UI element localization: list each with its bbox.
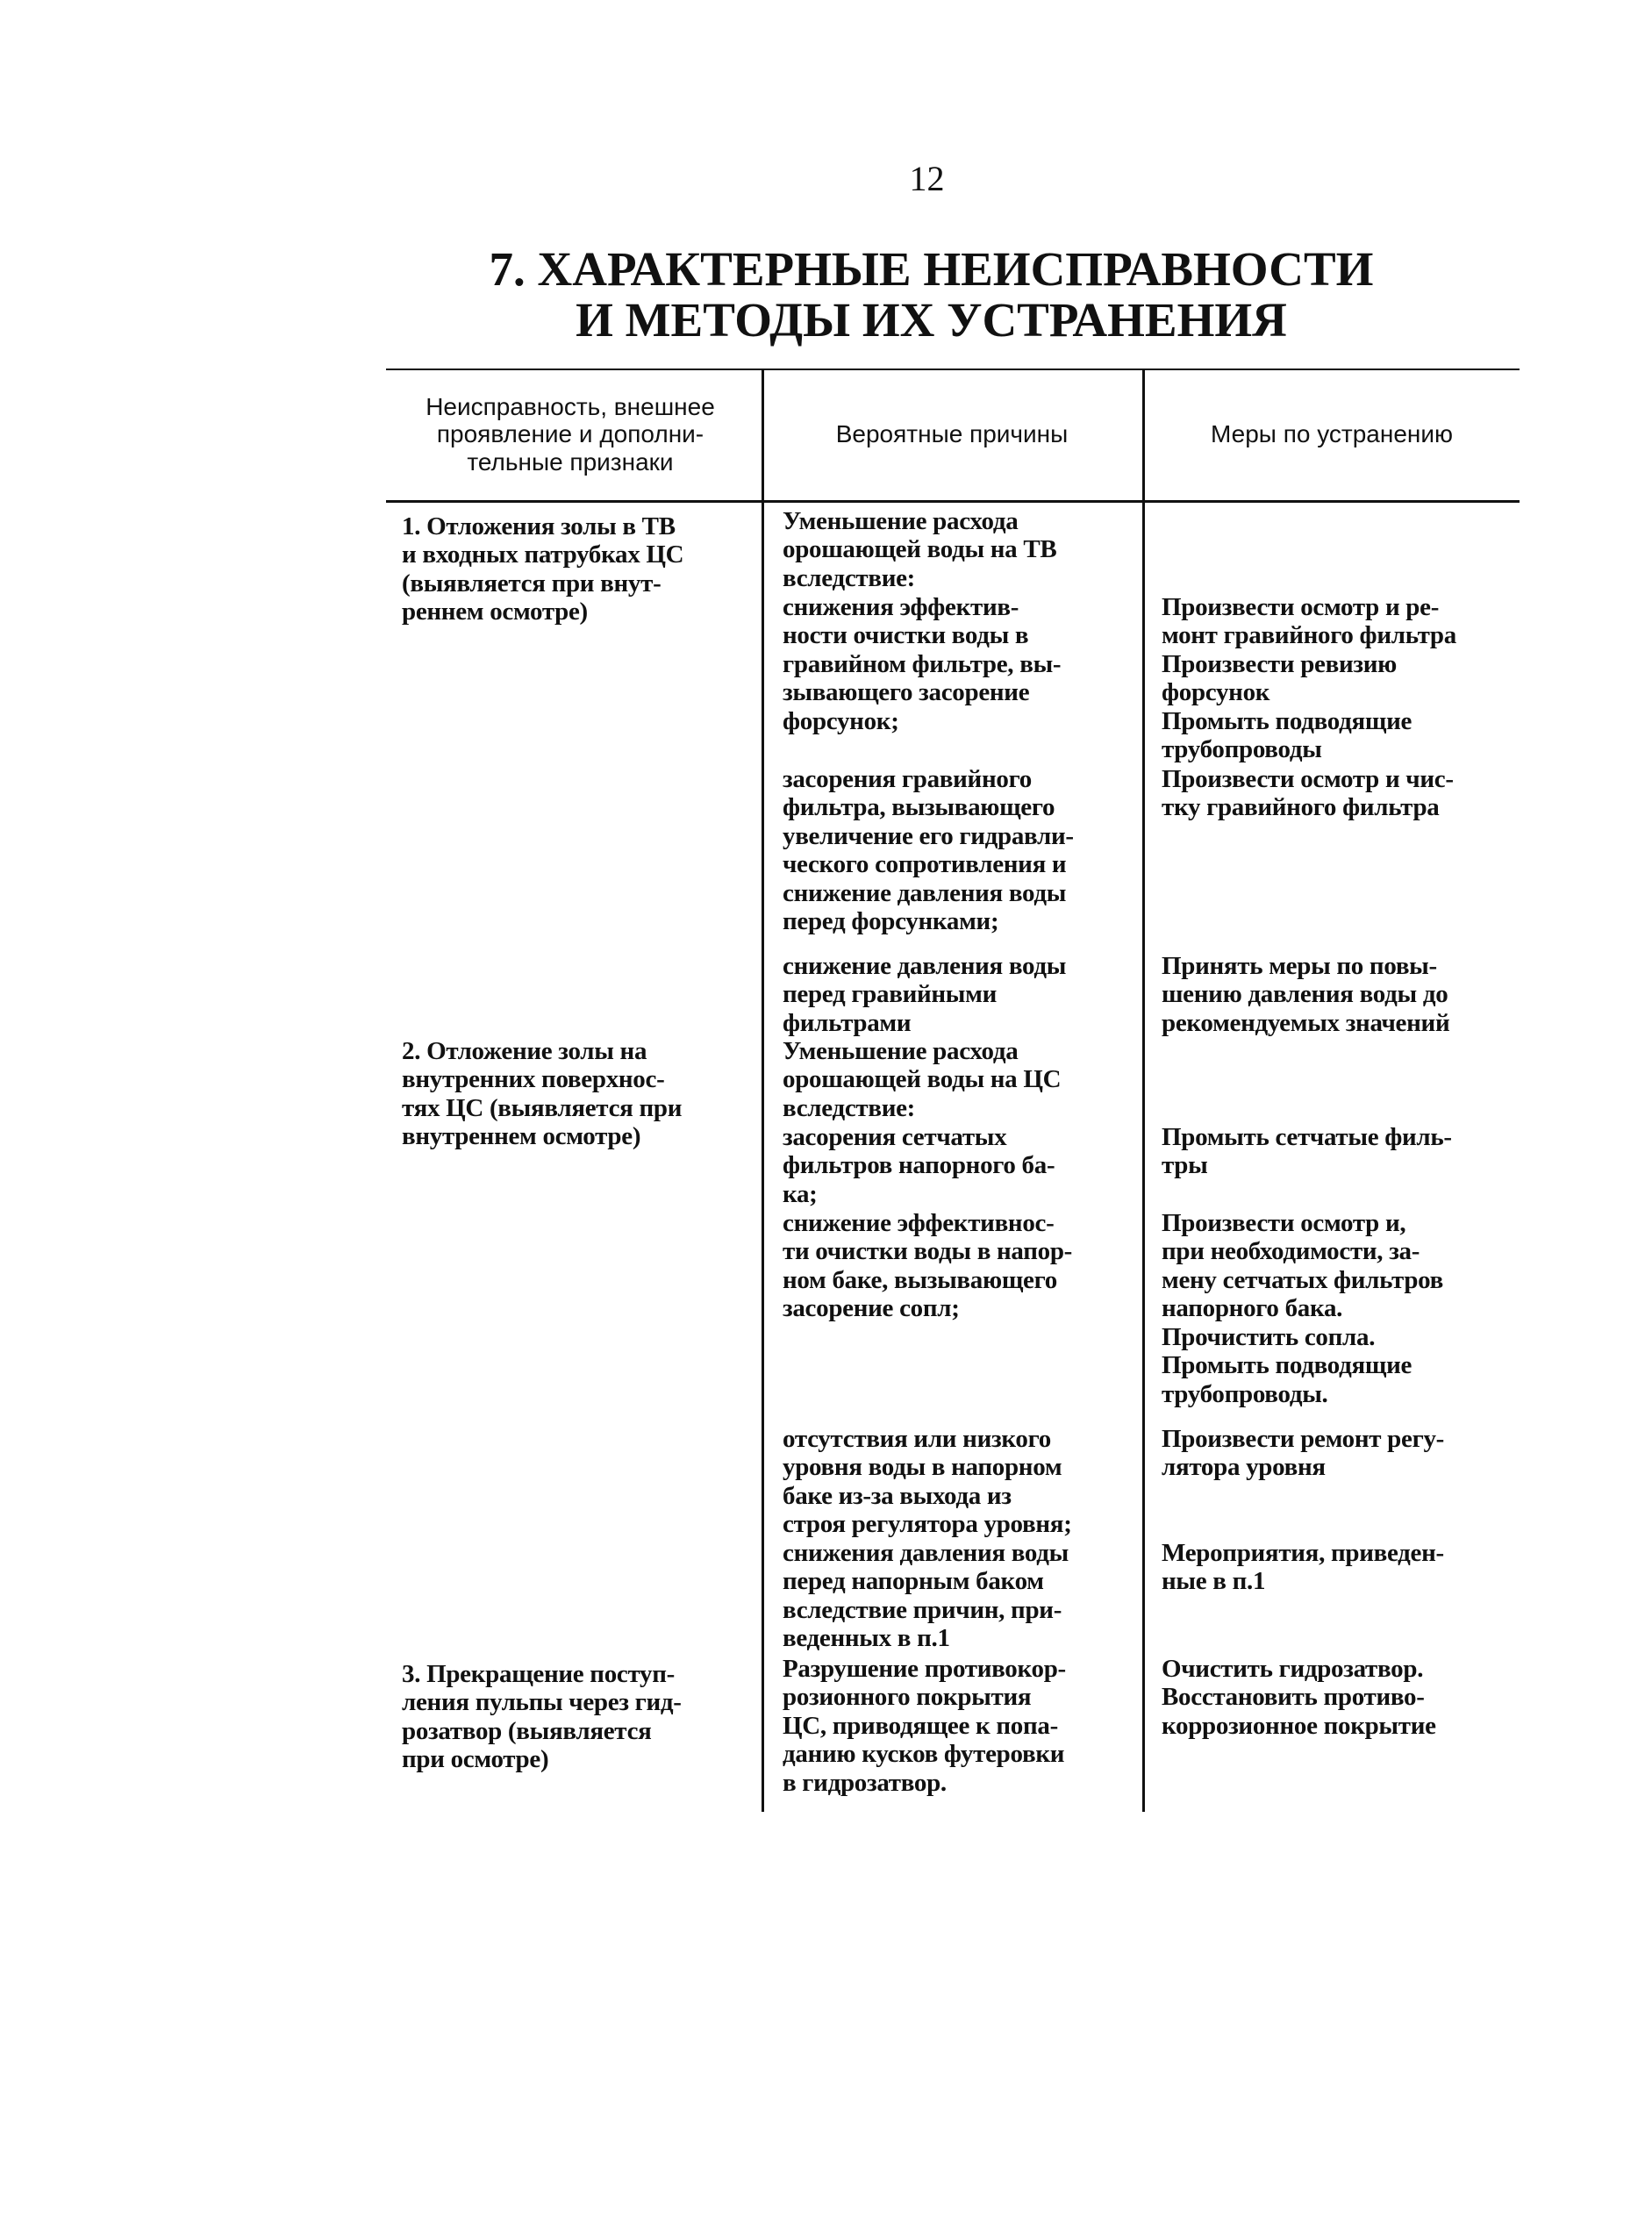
measure-2a: Промыть сетчатые филь- тры	[1162, 1123, 1452, 1180]
measure-3: Очистить гидрозатвор. Восстановить противо- коррозионное покрытие	[1162, 1655, 1436, 1740]
header-causes: Вероятные причины	[835, 420, 1069, 448]
page-title	[0, 244, 1652, 346]
measure-1c: Принять меры по повы- шению давления воды до рекомендуемых значений	[1162, 952, 1450, 1037]
header-fault: Неисправность, внешнее проявление и дополни- тельные признаки	[426, 392, 715, 476]
measure-2d: Мероприятия, приведен- ные в п.1	[1162, 1539, 1444, 1596]
measure-1a: Произвести осмотр и ре- монт гравийного фильтра Произвести ревизию форсунок Промыть подводящие трубопроводы	[1162, 593, 1456, 764]
table-header-rule	[386, 500, 1520, 503]
measure-2c: Произвести ремонт регу- лятора уровня	[1162, 1425, 1445, 1482]
fault-1: 1. Отложения золы в ТВ и входных патрубках ЦС (выявляется при внут- реннем осмотре)	[402, 512, 684, 626]
cause-2: Уменьшение расхода орошающей воды на ЦС вследствие:	[783, 1037, 1062, 1122]
cause-2a: засорения сетчатых фильтров напорного ба- ка;	[783, 1123, 1055, 1208]
cause-1: Уменьшение расхода орошающей воды на ТВ вследствие:	[783, 507, 1057, 592]
cause-1b: засорения гравийного фильтра, вызывающего увеличение его гидравли- ческого сопротивления и снижение давления воды перед форсунками;	[783, 765, 1074, 936]
cause-2c: отсутствия или низкого уровня воды в напорном баке из-за выхода из строя регулятора уровня;	[783, 1425, 1072, 1539]
measure-2b: Произвести осмотр и, при необходимости, за- мену сетчатых фильтров напорного бака. Прочистить сопла. Промыть подводящие трубопроводы.	[1162, 1209, 1444, 1408]
cause-2b: снижение эффективнос- ти очистки воды в напор- ном баке, вызывающего засорение сопл;	[783, 1209, 1073, 1323]
fault-3: 3. Прекращение поступ- ления пульпы через гид- розатвор (выявляется при осмотре)	[402, 1660, 682, 1774]
cause-1a: снижения эффектив- ности очистки воды в гравийном фильтре, вы- зывающего засорение форсунок;	[783, 593, 1062, 735]
title-line-2: И МЕТОДЫ ИХ УСТРАНЕНИЯ	[576, 292, 1287, 347]
title-line-1: 7. ХАРАКТЕРНЫЕ НЕИСПРАВНОСТИ	[489, 242, 1374, 296]
cause-3: Разрушение противокор- розионного покрытия ЦС, приводящее к попа- данию кусков футеровки в гидрозатвор.	[783, 1655, 1066, 1797]
column-divider-1	[762, 369, 764, 1812]
cause-1c: снижение давления воды перед гравийными фильтрами	[783, 952, 1067, 1037]
cause-2d: снижения давления воды перед напорным баком вследствие причин, при- веденных в п.1	[783, 1539, 1069, 1653]
measure-1b: Произвести осмотр и чис- тку гравийного фильтра	[1162, 765, 1454, 822]
header-measures: Меры по устранению	[1211, 420, 1453, 448]
fault-2: 2. Отложение золы на внутренних поверхнос- тях ЦС (выявляется при внутреннем осмотре)	[402, 1037, 683, 1151]
column-divider-2	[1142, 369, 1145, 1812]
page-number: 12	[909, 159, 945, 198]
